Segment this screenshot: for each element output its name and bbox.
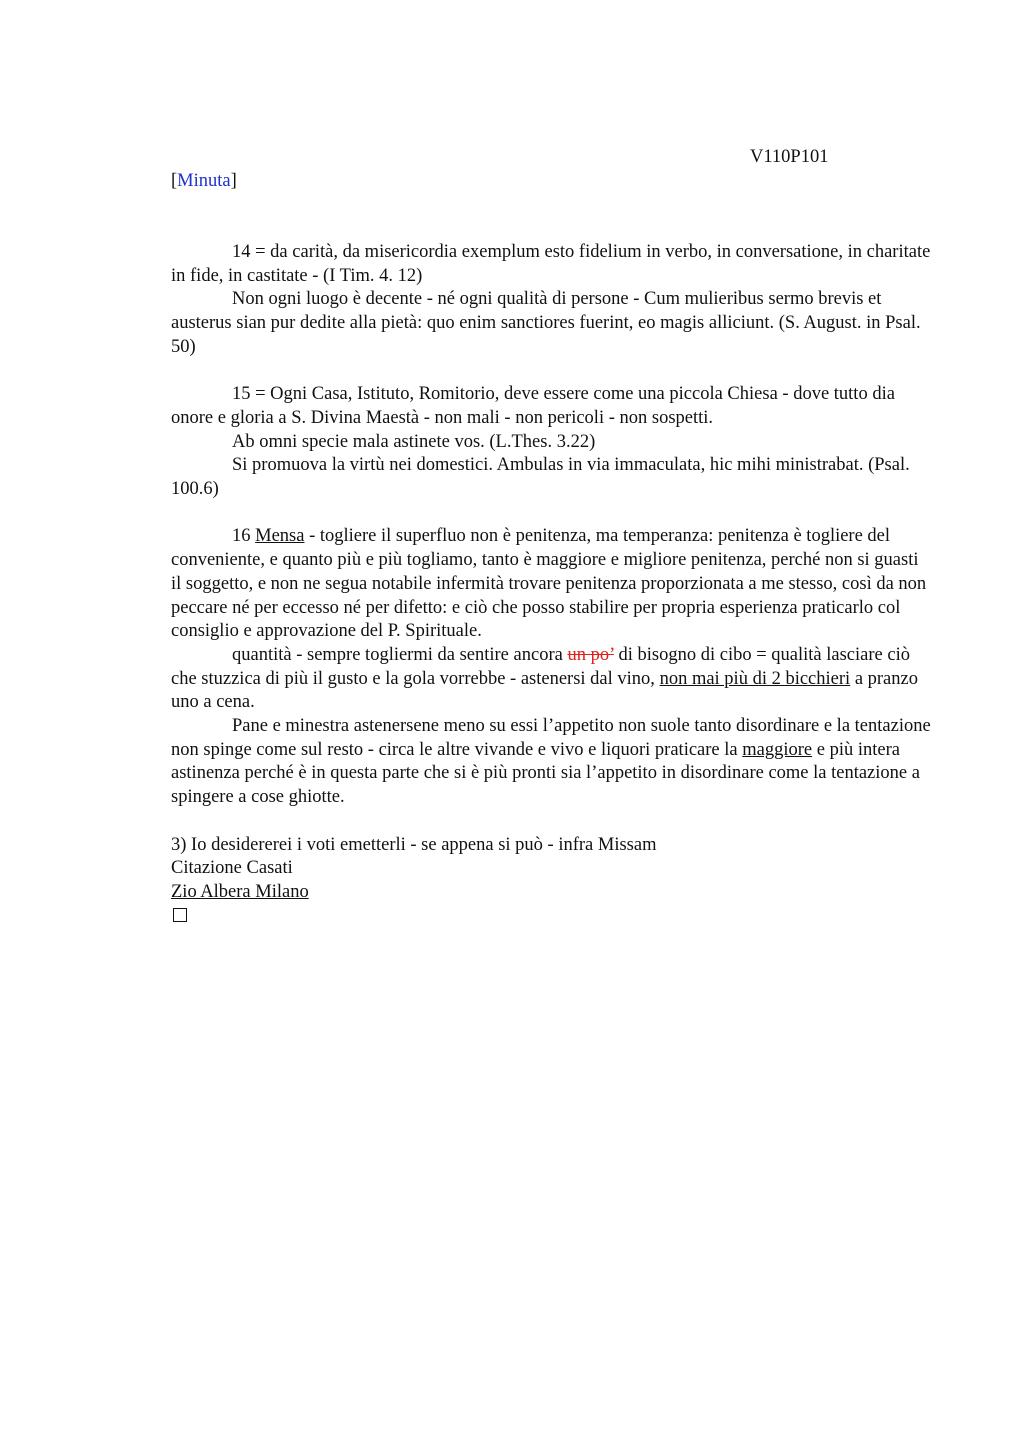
footer-line-uncle (171, 881, 931, 905)
paragraph-text: e più intera astinenza perché è in questa parte che si è più pronti sia l’appetito in disordinare come la tentazione a spingere a cose ghiotte. (171, 739, 920, 808)
document-tag (171, 170, 237, 194)
section-number: 16 (232, 526, 256, 547)
checkbox-line (171, 905, 931, 929)
paragraph-16-2 (171, 644, 931, 715)
paragraph-text: - togliere il superfluo non è penitenza, ma temperanza: penitenza è togliere del conveniente, e quanto più e più togliamo, tanto è maggiore e migliore penitenza, perché non si guasti il soggetto, e non ne segua notabile infermità trovare penitenza proporzionata a me stesso, così da non peccare né per eccesso né per difetto: e ciò che posso stabilire per propria esperienza praticarlo col consiglio e approvazione del P. Spirituale. (171, 526, 927, 642)
paragraph-15-2: Ab omni specie mala astinete vos. (L.Thes. 3.22) (232, 431, 596, 452)
paragraph-spacer (171, 502, 931, 526)
paragraph-15-1: 15 = Ogni Casa, Istituto, Romitorio, deve essere come una piccola Chiesa - dove tutto dia onore e gloria a S. Divina Maestà - non mali - non pericoli - non sospetti. (171, 384, 895, 428)
paragraph-16-3 (171, 715, 931, 810)
paragraph-text: a pranzo uno a cena. (171, 668, 918, 713)
paragraph-14-1: 14 = da carità, da misericordia exemplum esto fidelium in verbo, in conversatione, in charitate in fide, in castitate - (I Tim. 4. 12) (171, 242, 931, 286)
empty-checkbox-icon[interactable] (173, 908, 187, 922)
tag-open-bracket: [ (171, 171, 178, 191)
underlined-text: maggiore (742, 739, 813, 760)
paragraph-14-2: Non ogni luogo è decente - né ogni qualità di persone - Cum mulieribus sermo brevis et austerus sian pur dedite alla pietà: quo enim sanctiores fuerint, eo magis alliciunt. (S. August. in Psal. 50) (171, 289, 921, 357)
tag-close-bracket: ] (230, 171, 237, 191)
mensa-heading: Mensa (255, 526, 305, 547)
paragraph-15-3: Si promuova la virtù nei domestici. Ambulas in via immaculata, hic mihi ministrabat. (Psal. 100.6) (171, 455, 910, 500)
minuta-link[interactable]: Minuta (177, 171, 231, 191)
paragraph-spacer (171, 810, 931, 834)
paragraph-text: Pane e minestra astenersene meno su essi l’appetito non suole tanto disordinare e la tentazione non spinge come sul resto - circa le altre vivande e vivo e liquori praticare la (171, 716, 931, 760)
underlined-text: Zio Albera Milano (171, 881, 309, 902)
paragraph-text: quantità - sempre togliermi da sentire ancora (232, 644, 568, 665)
paragraph-text: di bisogno di cibo = qualità lasciare ciò che stuzzica di più il gusto e la gola vorrebbe - astenersi dal vino, (171, 644, 910, 689)
paragraph-spacer (171, 360, 931, 384)
underlined-text: non mai più di 2 bicchieri (659, 668, 851, 689)
paragraph-16-1 (171, 525, 931, 644)
deleted-text: un po’ (567, 644, 614, 665)
footer-line-vows: 3) Io desidererei i voti emetterli - se appena si può - infra Missam (171, 834, 657, 855)
document-body (171, 241, 931, 928)
footer-line-citation: Citazione Casati (171, 858, 293, 879)
document-id: V110P101 (750, 147, 829, 167)
